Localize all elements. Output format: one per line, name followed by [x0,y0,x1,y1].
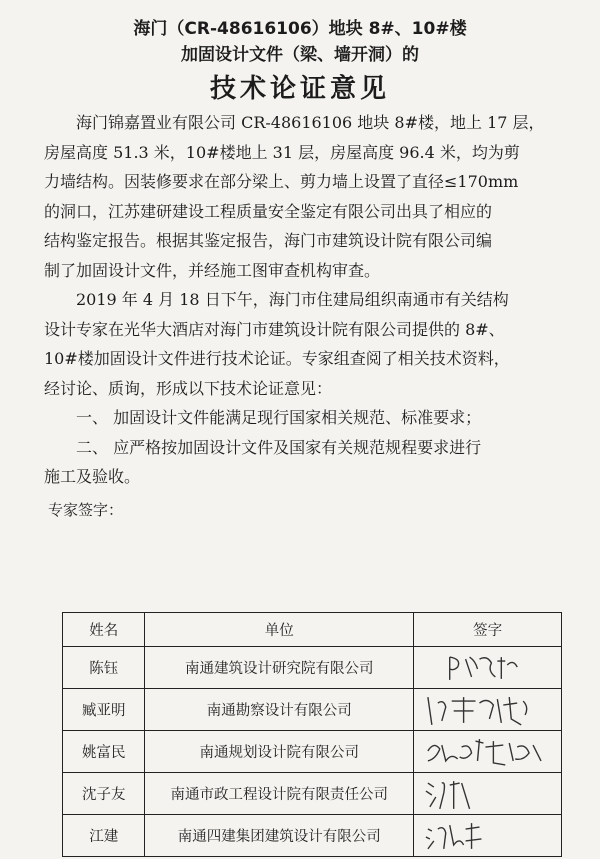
opinion-item-2: 二、 应严格按加固设计文件及国家有关规范规程要求进行 [76,437,482,457]
cell-unit: 南通规划设计院有限公司 [145,731,414,773]
table-row [63,731,562,773]
opinion-item-1: 一、 加固设计文件能满足现行国家相关规范、标准要求； [76,408,482,427]
handwritten-signature [414,773,562,815]
title-line-1: 海门（CR-48616106）地块 8#、10#楼 [133,19,467,39]
cell-unit: 南通勘察设计有限公司 [145,689,414,731]
cell-name: 臧亚明 [63,689,145,731]
table-row [63,647,562,689]
header-signature: 签字 [414,613,562,647]
signers-label: 专家签字： [48,500,124,519]
paragraph-line: 2019 年 4 月 18 日下午，海门市住建局组织南通市有关结构 [76,290,509,309]
document-title: 技术论证意见 [209,74,390,104]
paragraph-line: 设计专家在光华大酒店对海门市建筑设计院有限公司提供的 8#、 [44,319,505,339]
handwritten-signature [414,689,562,731]
paragraph-line: 制了加固设计文件，并经施工图审查机构审查。 [44,260,381,280]
cell-name: 沈子友 [63,773,145,815]
cell-unit: 南通市政工程设计院有限责任公司 [145,773,414,815]
document-body [0,108,600,492]
handwritten-signature [414,731,562,773]
paragraph-line: 的洞口，江苏建研建设工程质量安全鉴定有限公司出具了相应的 [44,201,493,221]
cell-name: 陈钰 [63,647,145,689]
header-unit: 单位 [145,613,414,647]
cell-unit: 南通四建集团建筑设计有限公司 [145,815,414,857]
cell-name: 姚富民 [63,731,145,773]
paragraph-line: 房屋高度 51.3 米，10#楼地上 31 层，房屋高度 96.4 米，均为剪 [44,142,520,162]
paragraph-line: 力墙结构。因装修要求在部分梁上、剪力墙上设置了直径≤170mm [44,172,519,191]
signature-table [62,612,562,857]
opinion-item-2-cont: 施工及验收。 [44,467,141,486]
paragraph-line: 经讨论、质询，形成以下技术论证意见： [44,378,333,398]
title-line-2: 加固设计文件（梁、墙开洞）的 [181,45,419,65]
cell-name: 江建 [63,815,145,857]
paragraph-line: 10#楼加固设计文件进行技术论证。专家组查阅了相关技术资料， [44,349,510,368]
paragraph-line: 海门锦嘉置业有限公司 CR-48616106 地块 8#楼，地上 17 层， [76,113,545,132]
table-header-row [63,613,562,647]
table-row [63,815,562,857]
handwritten-signature [414,815,562,857]
handwritten-signature [414,647,562,689]
cell-unit: 南通建筑设计研究院有限公司 [145,647,414,689]
table-row [63,773,562,815]
header-name: 姓名 [63,613,145,647]
table-row [63,689,562,731]
paragraph-line: 结构鉴定报告。根据其鉴定报告，海门市建筑设计院有限公司编 [44,231,493,250]
